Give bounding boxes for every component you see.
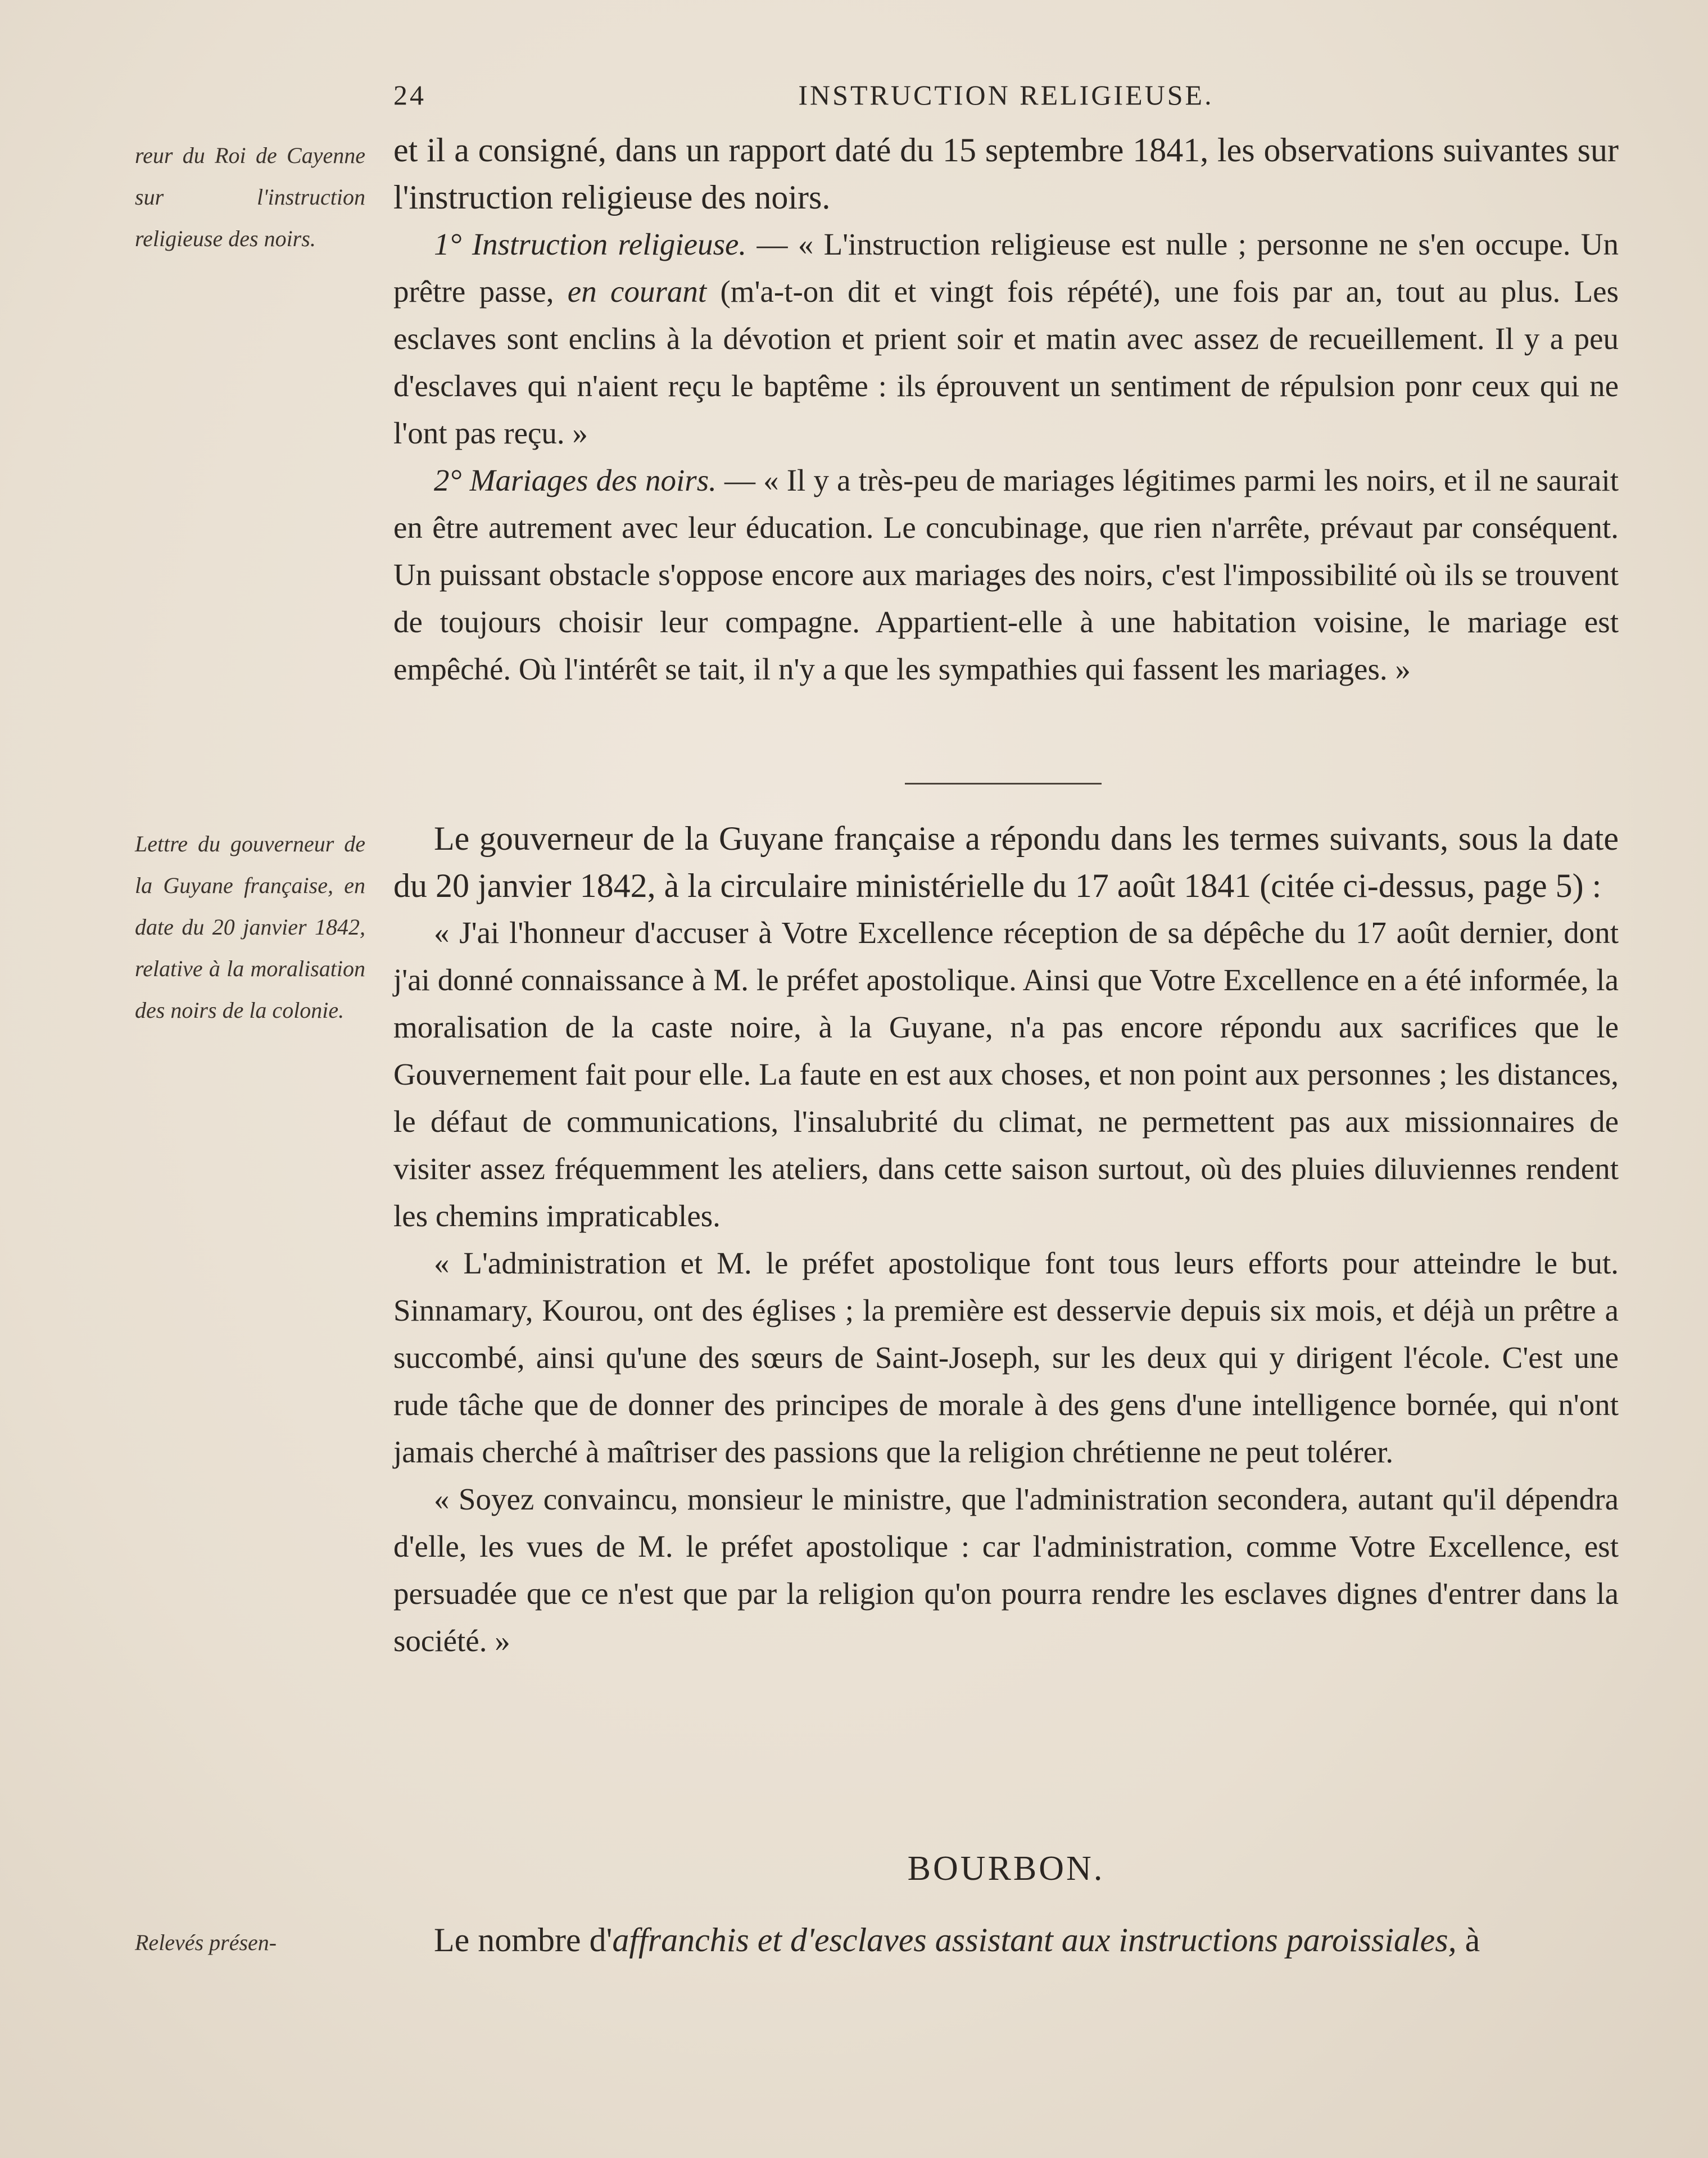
paragraph-lettre-3: « Soyez convaincu, monsieur le ministre, que l'administration secondera, autant qu'il dépendra d'elle, les vues de M. le préfet apostolique : car l'administration, comme Votre Excellence, est persuadée que ce n'est que par la religion qu'on pourra rendre les esclaves dignes d'entrer dans la société. » bbox=[393, 1482, 1619, 1658]
section-divider bbox=[905, 783, 1102, 785]
text-block-bourbon bbox=[393, 1916, 1619, 1964]
paragraph-instruction bbox=[393, 221, 1619, 457]
text-block-rapport bbox=[393, 126, 1619, 693]
text-block-lettre bbox=[393, 815, 1619, 1665]
text-instruction-a: — « L'instruction religieuse est nulle ; personne ne s'en occupe. Un prêtre passe, bbox=[393, 227, 1619, 309]
paragraph-lettre-1: « J'ai l'honneur d'accuser à Votre Excellence réception de sa dépêche du 17 août dernier, dont j'ai donné connaissance à M. le préfet apostolique. Ainsi que Votre Excellence en a été informée, la moralisation de la caste noire, à la Guyane, n'a pas encore répondu aux sacrifices que le Gouvernement fait pour elle. La faute en est aux choses, et non point aux personnes ; les distances, le défaut de communications, l'insalubrité du climat, ne permettent pas aux missionnaires de visiter assez fréquemment les ateliers, dans cette saison surtout, où des pluies diluviennes rendent les chemins impraticables. bbox=[393, 915, 1619, 1233]
page-number: 24 bbox=[393, 79, 426, 111]
margin-note-rapport: reur du Roi de Cayenne sur l'instruction religieuse des noirs. bbox=[135, 143, 365, 251]
running-header bbox=[393, 79, 1619, 118]
paragraph-gouverneur: Le gouverneur de la Guyane française a répondu dans les termes suivants, sous la date du 20 janvier 1842, à la circulaire ministérielle du 17 août 1841 (citée ci-dessus, page 5) : bbox=[393, 820, 1619, 904]
emphasis-en-courant: en courant bbox=[567, 274, 707, 309]
label-instruction: 1° Instruction religieuse. bbox=[434, 227, 747, 261]
paragraph-intro: et il a consigné, dans un rapport daté du 15 septembre 1841, les observations suivantes sur l'instruction religieuse des noirs. bbox=[393, 132, 1619, 216]
paragraph-bourbon bbox=[393, 1916, 1619, 1964]
text-bourbon-end: à bbox=[1456, 1921, 1480, 1958]
text-bourbon-start: Le nombre d' bbox=[434, 1921, 613, 1958]
paragraph-mariages bbox=[393, 457, 1619, 693]
section-title-bourbon: BOURBON. bbox=[907, 1849, 1105, 1888]
running-title: INSTRUCTION RELIGIEUSE. bbox=[798, 79, 1214, 111]
paragraph-lettre-2: « L'administration et M. le préfet apostolique font tous leurs efforts pour atteindre le but. Sinnamary, Kourou, ont des églises ; la première est desservie depuis six mois, et déjà un prêtre a succombé, ainsi qu'une des sœurs de Saint-Joseph, sur les deux qui y dirigent l'école. C'est une rude tâche que de donner des principes de morale à des gens d'une intelligence bornée, qui n'ont jamais cherché à maîtriser des passions que la religion chrétienne ne peut tolérer. bbox=[393, 1246, 1619, 1469]
text-mariages: — « Il y a très-peu de mariages légitimes parmi les noirs, et il ne saurait en être autrement avec leur éducation. Le concubinage, que rien n'arrête, prévaut par conséquent. Un puissant obstacle s'oppose encore aux mariages des noirs, c'est l'impossibilité où ils se trouvent de toujours choisir leur compagne. Appartient-elle à une habitation voisine, le mariage est empêché. Où l'intérêt se tait, il n'y a que les sympathies qui fassent les mariages. » bbox=[393, 463, 1619, 686]
emphasis-affranchis: affranchis et d'esclaves assistant aux instructions paroissiales, bbox=[612, 1921, 1457, 1958]
label-mariages: 2° Mariages des noirs. bbox=[434, 463, 717, 497]
text-instruction-b: (m'a-t-on dit et vingt fois répété), une fois par an, tout au plus. Les esclaves sont enclins à la dévotion et prient soir et matin avec assez de recueillement. Il y a peu d'esclaves qui n'aient reçu le baptême : ils éprouvent un sentiment de répulsion ponr ceux qui ne l'ont pas reçu. » bbox=[393, 274, 1619, 450]
margin-note-releves: Relevés présen- bbox=[135, 1930, 277, 1955]
margin-note-lettre: Lettre du gouverneur de la Guyane française, en date du 20 janvier 1842, relative à la moralisation des noirs de la colonie. bbox=[135, 831, 365, 1023]
